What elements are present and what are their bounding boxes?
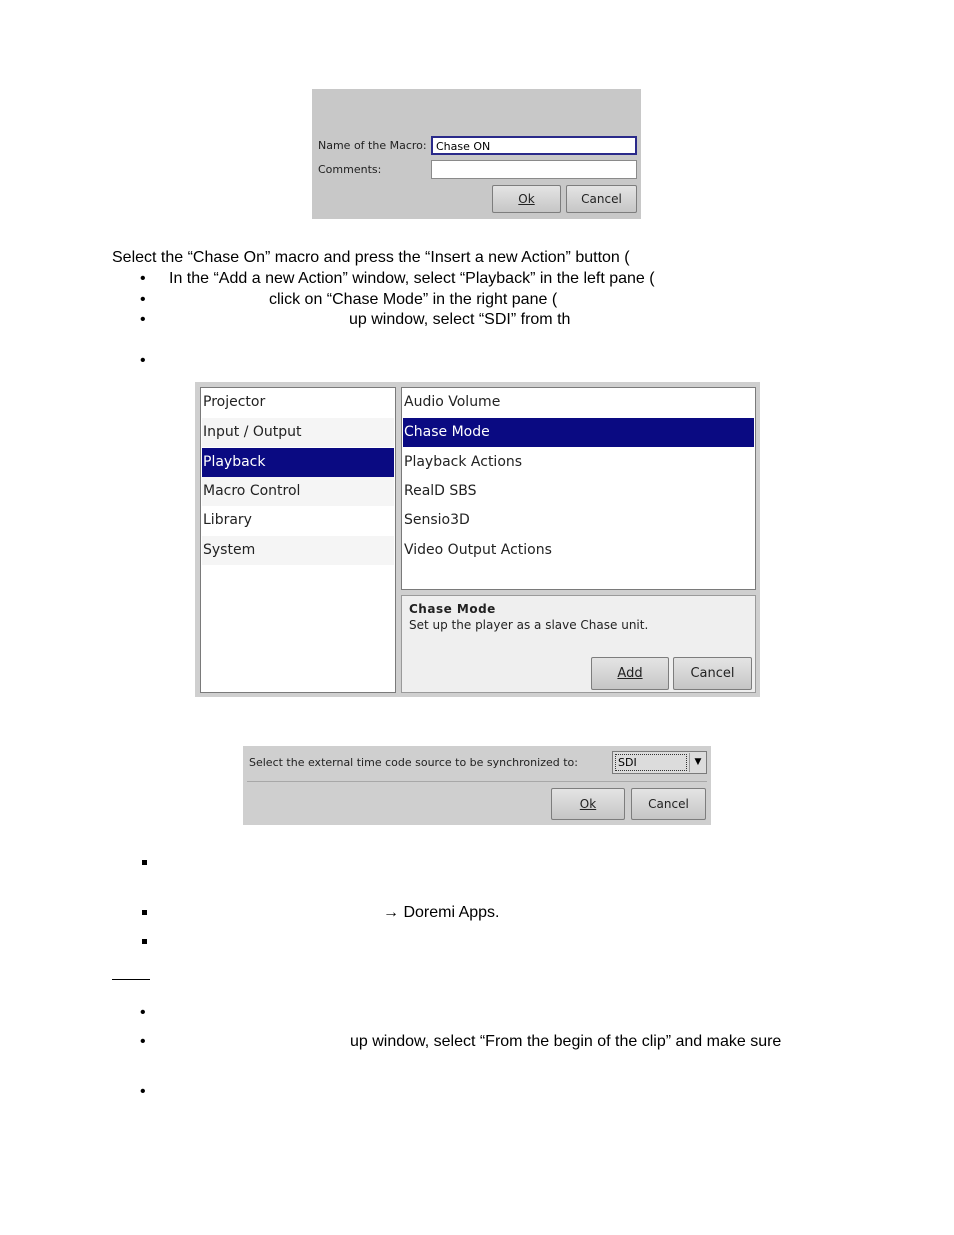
instruction-bullet-2: click on “Chase Mode” in the right pane ( xyxy=(269,291,558,308)
bullet-dot: • xyxy=(140,1083,146,1100)
from-begin-text: up window, select “From the begin of the clip” and make sure xyxy=(350,1033,782,1050)
square-bullet xyxy=(142,939,147,944)
action-description-panel xyxy=(401,595,756,693)
description-title: Chase Mode xyxy=(409,602,496,616)
chevron-down-icon[interactable]: ▼ xyxy=(689,753,706,772)
ok-button-label: Ok xyxy=(518,192,535,206)
cancel-button[interactable] xyxy=(631,788,706,820)
bullet-dot: • xyxy=(140,311,146,328)
source-select-value: SDI xyxy=(615,754,687,771)
cancel-button-label: Cancel xyxy=(648,797,689,811)
bullet-dot: • xyxy=(140,1033,146,1050)
add-action-dialog xyxy=(195,382,760,697)
ok-button[interactable] xyxy=(492,185,561,213)
underline-rule xyxy=(112,979,150,980)
category-item-input-output[interactable]: Input / Output xyxy=(202,418,394,447)
doremi-apps-text: → Doremi Apps. xyxy=(383,904,500,921)
instruction-bullet-3: up window, select “SDI” from th xyxy=(349,311,571,328)
instruction-bullet-1: In the “Add a new Action” window, select “Playback” in the left pane ( xyxy=(169,270,655,287)
action-item-video-output-actions[interactable]: Video Output Actions xyxy=(404,542,552,558)
source-prompt: Select the external time code source to be synchronized to: xyxy=(249,756,578,769)
bullet-dot: • xyxy=(140,1004,146,1021)
action-item-reald-sbs[interactable]: RealD SBS xyxy=(404,483,477,499)
comments-input[interactable] xyxy=(431,160,637,179)
ok-button-label: Ok xyxy=(579,797,597,811)
divider xyxy=(247,781,707,782)
add-button-label: Add xyxy=(617,666,643,681)
category-item-projector[interactable]: Projector xyxy=(203,394,266,410)
description-text: Set up the player as a slave Chase unit. xyxy=(409,618,649,632)
cancel-button[interactable] xyxy=(673,657,752,690)
square-bullet xyxy=(142,860,147,865)
add-button[interactable] xyxy=(591,657,669,690)
category-list xyxy=(200,387,396,693)
action-list xyxy=(401,387,756,590)
comments-label: Comments: xyxy=(318,163,382,176)
cancel-button[interactable] xyxy=(566,185,637,213)
action-item-sensio3d[interactable]: Sensio3D xyxy=(404,512,470,528)
ok-button[interactable] xyxy=(551,788,625,820)
cancel-button-label: Cancel xyxy=(581,192,622,206)
macro-name-dialog xyxy=(312,89,641,219)
category-item-library[interactable]: Library xyxy=(203,512,252,528)
instruction-step: Select the “Chase On” macro and press the “Insert a new Action” button ( xyxy=(112,249,630,266)
bullet-dot: • xyxy=(140,291,146,308)
macro-name-input[interactable]: Chase ON xyxy=(431,136,637,155)
square-bullet xyxy=(142,910,147,915)
category-item-system[interactable]: System xyxy=(202,536,394,565)
bullet-dot: • xyxy=(140,352,146,369)
action-item-chase-mode[interactable]: Chase Mode xyxy=(403,418,754,447)
bullet-dot: • xyxy=(140,270,146,287)
action-item-audio-volume[interactable]: Audio Volume xyxy=(404,394,501,410)
macro-name-label: Name of the Macro: xyxy=(318,139,427,152)
timecode-source-dialog xyxy=(243,746,711,825)
source-select[interactable] xyxy=(612,751,707,774)
category-item-macro-control[interactable]: Macro Control xyxy=(202,477,394,506)
category-item-playback[interactable]: Playback xyxy=(202,448,394,477)
cancel-button-label: Cancel xyxy=(690,666,735,681)
action-item-playback-actions[interactable]: Playback Actions xyxy=(404,454,523,470)
